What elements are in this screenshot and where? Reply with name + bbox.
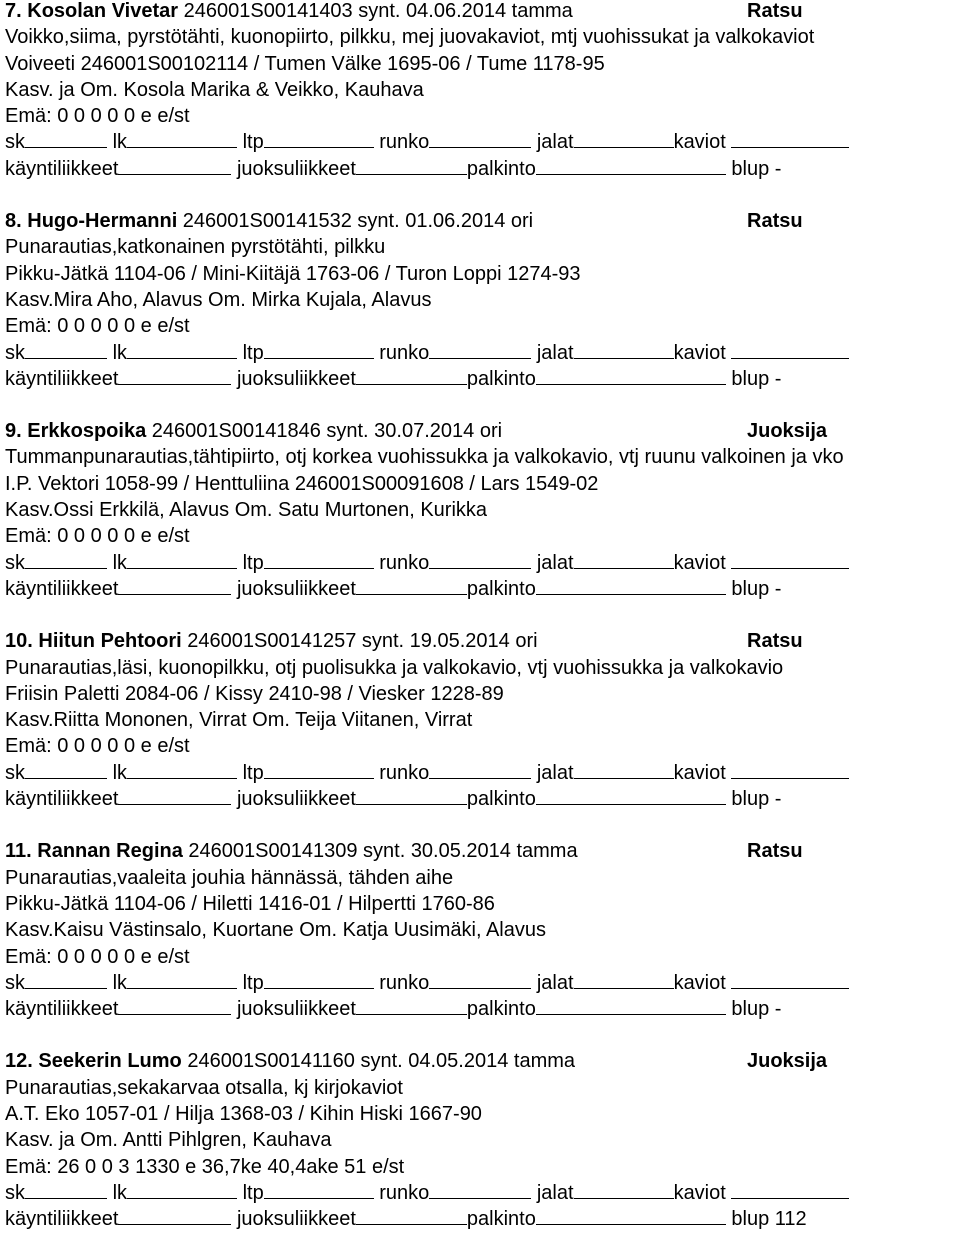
blank-sk[interactable] [25, 1180, 107, 1199]
blank-ltp[interactable] [264, 129, 374, 148]
blank-runko[interactable] [429, 550, 531, 569]
blank-palkinto[interactable] [536, 1206, 726, 1225]
label-ltp: ltp [242, 1181, 264, 1204]
label-juoksuliikkeet: juoksuliikkeet [236, 998, 356, 1021]
conformation-fields [5, 1180, 960, 1206]
dam-record: Emä: 0 0 0 0 0 e e/st [5, 945, 190, 968]
label-sk: sk [5, 971, 25, 994]
horse-name: Seekerin Lumo [38, 1050, 182, 1073]
label-palkinto: palkinto [466, 1208, 536, 1231]
dam-record: Emä: 0 0 0 0 0 e e/st [5, 525, 190, 548]
blank-runko[interactable] [429, 1180, 531, 1199]
registration-info: 246001S00141846 synt. 30.07.2014 ori [146, 420, 503, 443]
entry-title-line [5, 628, 960, 654]
dam-record: Emä: 0 0 0 0 0 e e/st [5, 315, 190, 338]
label-sk: sk [5, 551, 25, 574]
horse-name: Hiitun Pehtoori [38, 630, 182, 653]
blank-kayntiliikkeet[interactable] [118, 1206, 231, 1225]
entry-number: 8. [5, 210, 22, 233]
blank-jalat[interactable] [574, 550, 674, 569]
horse-name: Rannan Regina [37, 840, 183, 863]
movement-fields [5, 366, 960, 392]
blup-value: blup - [731, 157, 782, 180]
blank-jalat[interactable] [574, 760, 674, 779]
horse-type: Juoksija [747, 1050, 828, 1073]
blank-kaviot[interactable] [731, 129, 849, 148]
blank-palkinto[interactable] [536, 576, 726, 595]
label-kayntiliikkeet: käyntiliikkeet [5, 998, 119, 1021]
blank-kaviot[interactable] [731, 1180, 849, 1199]
entry-number: 11. [5, 840, 32, 863]
horse-type: Ratsu [747, 630, 803, 653]
label-kayntiliikkeet: käyntiliikkeet [5, 788, 119, 811]
blank-kayntiliikkeet[interactable] [118, 576, 231, 595]
breeder-owner: Kasv.Kaisu Västinsalo, Kuortane Om. Katja Uusimäki, Alavus [5, 919, 546, 942]
movement-fields [5, 786, 960, 812]
conformation-fields [5, 760, 960, 786]
horse-entry [5, 208, 960, 392]
blank-juoksuliikkeet[interactable] [356, 1206, 467, 1225]
horse-entry [5, 1048, 960, 1232]
label-palkinto: palkinto [466, 367, 536, 390]
label-ltp: ltp [242, 971, 264, 994]
label-ltp: ltp [242, 551, 264, 574]
label-ltp: ltp [242, 341, 264, 364]
label-kaviot: kaviot [673, 131, 726, 154]
blup-value: blup - [731, 788, 782, 811]
label-kaviot: kaviot [673, 971, 726, 994]
label-lk: lk [112, 131, 128, 154]
horse-pedigree: Voiveeti 246001S00102114 / Tumen Välke 1695-06 / Tume 1178-95 [5, 52, 605, 75]
horse-description: Punarautias,sekakarvaa otsalla, kj kirjokaviot [5, 1076, 403, 1099]
entry-title-line [5, 208, 960, 234]
breeder-owner: Kasv. ja Om. Antti Pihlgren, Kauhava [5, 1129, 332, 1152]
blank-kayntiliikkeet[interactable] [118, 156, 231, 175]
horse-name: Erkkospoika [27, 420, 147, 443]
horse-catalog [5, 0, 960, 1232]
label-runko: runko [379, 551, 430, 574]
label-juoksuliikkeet: juoksuliikkeet [236, 577, 356, 600]
breeder-owner: Kasv.Riitta Mononen, Virrat Om. Teija Viitanen, Virrat [5, 709, 473, 732]
entry-number: 10. [5, 630, 33, 653]
label-juoksuliikkeet: juoksuliikkeet [236, 788, 356, 811]
horse-description: Voikko,siima, pyrstötähti, kuonopiirto, pilkku, mej juovakaviot, mtj vuohissukat ja valkokaviot [5, 26, 815, 49]
horse-type: Juoksija [747, 420, 828, 443]
label-jalat: jalat [536, 1181, 574, 1204]
blank-sk[interactable] [25, 340, 107, 359]
blank-jalat[interactable] [574, 1180, 674, 1199]
blank-runko[interactable] [429, 129, 531, 148]
horse-pedigree: I.P. Vektori 1058-99 / Henttuliina 246001S00091608 / Lars 1549-02 [5, 472, 599, 495]
horse-pedigree: Pikku-Jätkä 1104-06 / Mini-Kiitäjä 1763-06 / Turon Loppi 1274-93 [5, 262, 581, 285]
blank-palkinto[interactable] [536, 366, 726, 385]
label-palkinto: palkinto [466, 998, 536, 1021]
blank-kaviot[interactable] [731, 760, 849, 779]
entry-title-line [5, 1048, 960, 1074]
horse-pedigree: A.T. Eko 1057-01 / Hilja 1368-03 / Kihin Hiski 1667-90 [5, 1102, 482, 1125]
blank-kaviot[interactable] [731, 550, 849, 569]
label-lk: lk [112, 1181, 128, 1204]
breeder-owner: Kasv.Mira Aho, Alavus Om. Mirka Kujala, Alavus [5, 288, 432, 311]
entry-title-line [5, 0, 960, 24]
dam-record: Emä: 0 0 0 0 0 e e/st [5, 105, 190, 128]
label-palkinto: palkinto [466, 157, 536, 180]
blank-juoksuliikkeet[interactable] [356, 156, 467, 175]
blank-runko[interactable] [429, 340, 531, 359]
blank-palkinto[interactable] [536, 996, 726, 1015]
horse-pedigree: Pikku-Jätkä 1104-06 / Hiletti 1416-01 / Hilpertti 1760-86 [5, 892, 495, 915]
blank-ltp[interactable] [264, 760, 374, 779]
movement-fields [5, 996, 960, 1022]
label-runko: runko [379, 1181, 430, 1204]
label-runko: runko [379, 341, 430, 364]
registration-info: 246001S00141257 synt. 19.05.2014 ori [181, 630, 538, 653]
registration-info: 246001S00141160 synt. 04.05.2014 tamma [181, 1050, 576, 1073]
breeder-owner: Kasv.Ossi Erkkilä, Alavus Om. Satu Murtonen, Kurikka [5, 499, 488, 522]
registration-info: 246001S00141403 synt. 04.06.2014 tamma [178, 0, 573, 22]
label-jalat: jalat [536, 341, 574, 364]
blank-lk[interactable] [127, 1180, 237, 1199]
breeder-owner: Kasv. ja Om. Kosola Marika & Veikko, Kauhava [5, 78, 424, 101]
label-jalat: jalat [536, 551, 574, 574]
blup-value: blup 112 [731, 1208, 807, 1231]
label-jalat: jalat [536, 761, 574, 784]
label-kaviot: kaviot [673, 551, 726, 574]
entry-title-line [5, 838, 960, 864]
label-juoksuliikkeet: juoksuliikkeet [236, 157, 356, 180]
horse-type: Ratsu [747, 210, 803, 233]
label-palkinto: palkinto [466, 577, 536, 600]
blank-ltp[interactable] [264, 550, 374, 569]
label-kayntiliikkeet: käyntiliikkeet [5, 157, 119, 180]
label-kaviot: kaviot [673, 761, 726, 784]
entry-title-line [5, 418, 960, 444]
blank-juoksuliikkeet[interactable] [356, 576, 467, 595]
blank-kayntiliikkeet[interactable] [118, 996, 231, 1015]
horse-name: Kosolan Vivetar [27, 0, 179, 22]
movement-fields [5, 156, 960, 182]
label-juoksuliikkeet: juoksuliikkeet [236, 1208, 356, 1231]
label-kaviot: kaviot [673, 1181, 726, 1204]
label-juoksuliikkeet: juoksuliikkeet [236, 367, 356, 390]
label-runko: runko [379, 761, 430, 784]
label-sk: sk [5, 131, 25, 154]
blank-lk[interactable] [127, 550, 237, 569]
blank-juoksuliikkeet[interactable] [356, 996, 467, 1015]
blank-sk[interactable] [25, 970, 107, 989]
blank-kayntiliikkeet[interactable] [118, 366, 231, 385]
label-lk: lk [112, 551, 128, 574]
conformation-fields [5, 340, 960, 366]
blank-runko[interactable] [429, 970, 531, 989]
blank-palkinto[interactable] [536, 786, 726, 805]
horse-entry [5, 628, 960, 812]
label-jalat: jalat [536, 971, 574, 994]
horse-type: Ratsu [747, 0, 803, 22]
blank-ltp[interactable] [264, 1180, 374, 1199]
label-runko: runko [379, 971, 430, 994]
label-sk: sk [5, 761, 25, 784]
blank-lk[interactable] [127, 970, 237, 989]
blank-ltp[interactable] [264, 970, 374, 989]
entry-number: 9. [5, 420, 22, 443]
entry-number: 12. [5, 1050, 33, 1073]
blank-jalat[interactable] [574, 129, 674, 148]
movement-fields [5, 576, 960, 602]
blup-value: blup - [731, 998, 782, 1021]
label-palkinto: palkinto [466, 788, 536, 811]
blank-kaviot[interactable] [731, 970, 849, 989]
label-ltp: ltp [242, 131, 264, 154]
blup-value: blup - [731, 577, 782, 600]
label-kayntiliikkeet: käyntiliikkeet [5, 1208, 119, 1231]
registration-info: 246001S00141309 synt. 30.05.2014 tamma [182, 840, 578, 863]
blank-lk[interactable] [127, 129, 237, 148]
horse-name: Hugo-Hermanni [27, 210, 178, 233]
horse-description: Punarautias,läsi, kuonopilkku, otj puolisukka ja valkokavio, vtj vuohissukka ja valkokavio [5, 656, 784, 679]
registration-info: 246001S00141532 synt. 01.06.2014 ori [177, 210, 534, 233]
dam-record: Emä: 0 0 0 0 0 e e/st [5, 735, 190, 758]
blank-sk[interactable] [25, 760, 107, 779]
horse-entry [5, 418, 960, 602]
blank-jalat[interactable] [574, 340, 674, 359]
movement-fields [5, 1206, 960, 1232]
label-ltp: ltp [242, 761, 264, 784]
label-kayntiliikkeet: käyntiliikkeet [5, 367, 119, 390]
label-kaviot: kaviot [673, 341, 726, 364]
blup-value: blup - [731, 367, 782, 390]
blank-sk[interactable] [25, 550, 107, 569]
blank-kaviot[interactable] [731, 340, 849, 359]
label-lk: lk [112, 761, 128, 784]
blank-lk[interactable] [127, 340, 237, 359]
horse-description: Tummanpunarautias,tähtipiirto, otj korkea vuohissukka ja valkokavio, vtj ruunu valkoinen ja vko [5, 446, 844, 469]
dam-record: Emä: 26 0 0 3 1330 e 36,7ke 40,4ake 51 e/st [5, 1155, 405, 1178]
label-kayntiliikkeet: käyntiliikkeet [5, 577, 119, 600]
label-lk: lk [112, 971, 128, 994]
blank-ltp[interactable] [264, 340, 374, 359]
blank-kayntiliikkeet[interactable] [118, 786, 231, 805]
conformation-fields [5, 970, 960, 996]
label-runko: runko [379, 131, 430, 154]
horse-description: Punarautias,katkonainen pyrstötähti, pilkku [5, 236, 386, 259]
horse-description: Punarautias,vaaleita jouhia hännässä, tähden aihe [5, 866, 454, 889]
label-sk: sk [5, 341, 25, 364]
horse-type: Ratsu [747, 840, 803, 863]
entry-number: 7. [5, 0, 22, 22]
conformation-fields [5, 129, 960, 155]
blank-runko[interactable] [429, 760, 531, 779]
label-sk: sk [5, 1181, 25, 1204]
horse-entry [5, 838, 960, 1022]
horse-entry [5, 0, 960, 182]
blank-juoksuliikkeet[interactable] [356, 786, 467, 805]
blank-lk[interactable] [127, 760, 237, 779]
label-jalat: jalat [536, 131, 574, 154]
blank-sk[interactable] [25, 129, 107, 148]
label-lk: lk [112, 341, 128, 364]
blank-jalat[interactable] [574, 970, 674, 989]
conformation-fields [5, 550, 960, 576]
blank-palkinto[interactable] [536, 156, 726, 175]
horse-pedigree: Friisin Paletti 2084-06 / Kissy 2410-98 / Viesker 1228-89 [5, 682, 504, 705]
blank-juoksuliikkeet[interactable] [356, 366, 467, 385]
